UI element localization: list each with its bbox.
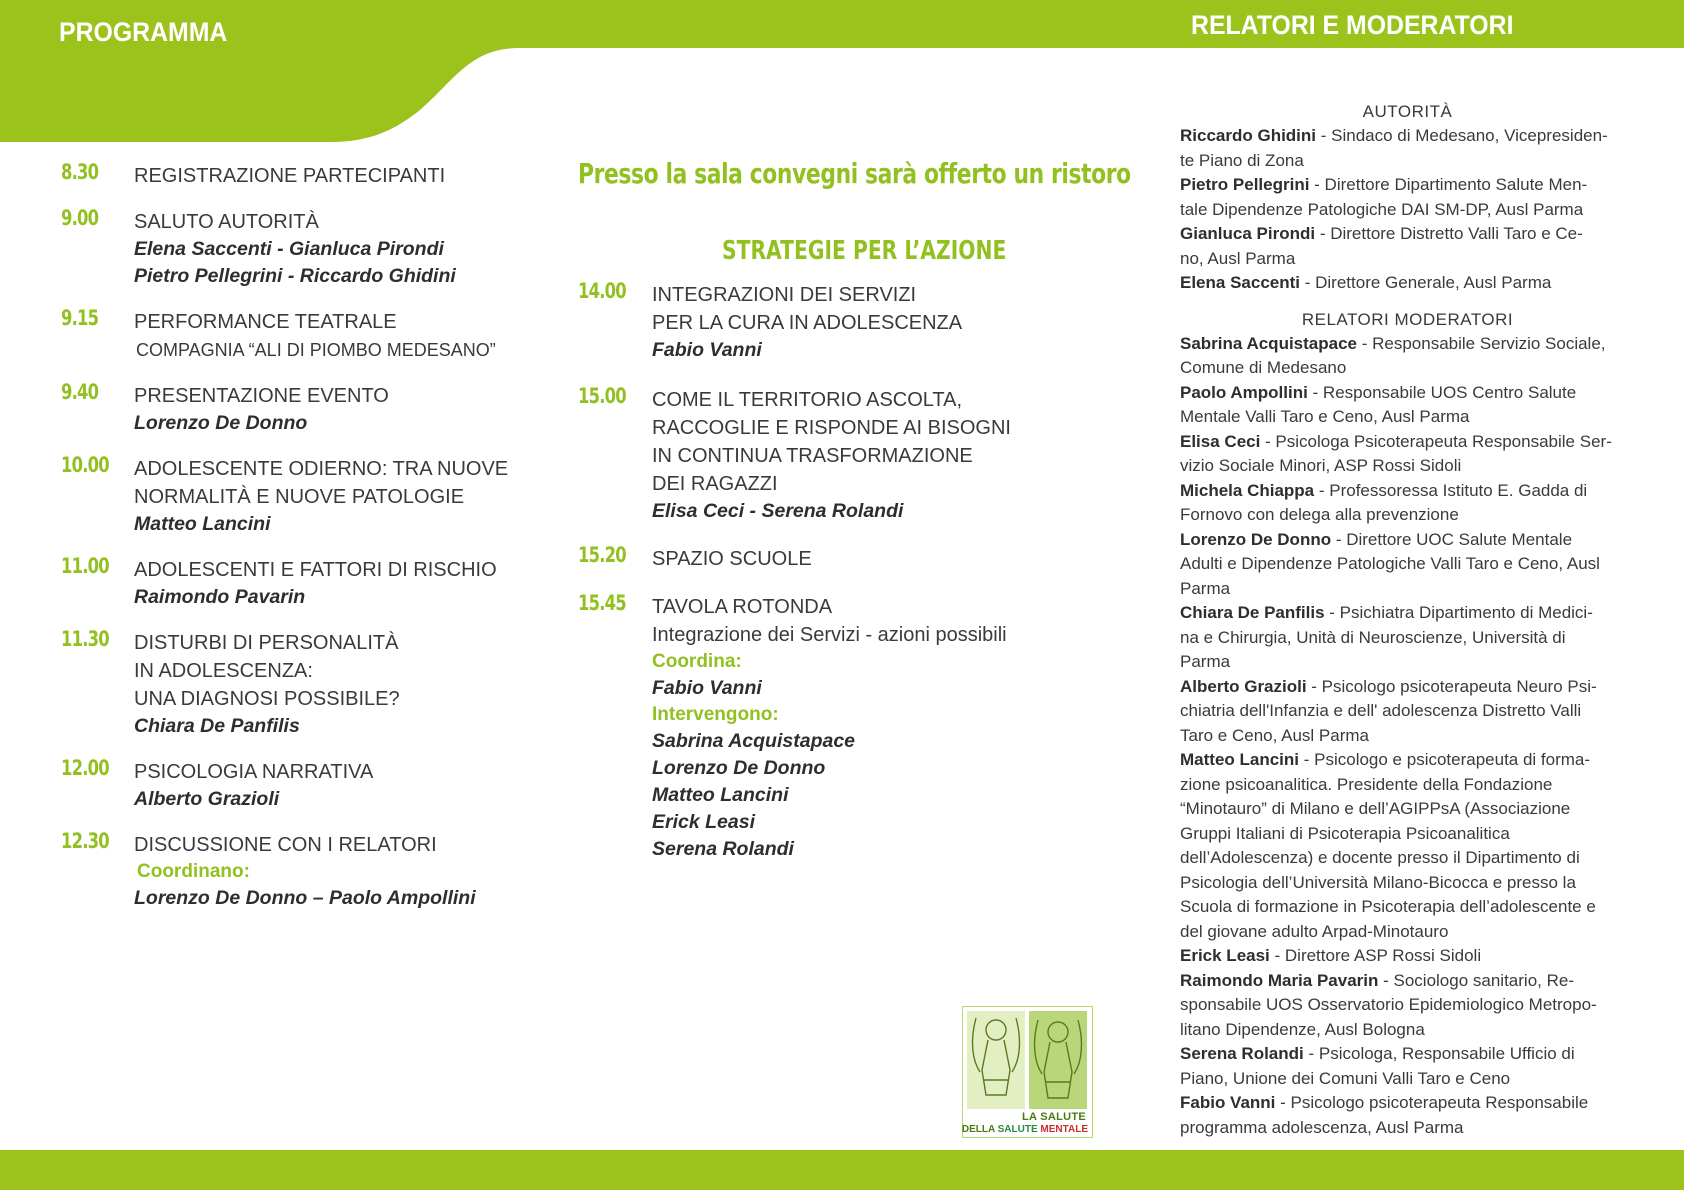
speaker-entry-line bbox=[1180, 1018, 1635, 1043]
speaker-entry bbox=[1180, 479, 1635, 528]
slot-time: 9.40 bbox=[61, 380, 99, 404]
slot-speaker: Lorenzo De Donno – Paolo Ampollini bbox=[134, 887, 476, 909]
slot-time: 15.20 bbox=[578, 543, 626, 567]
speaker-entry-line bbox=[1180, 969, 1635, 994]
speaker-entry-line bbox=[1180, 650, 1635, 675]
slot-time: 11.30 bbox=[61, 627, 109, 651]
slot-speaker: Alberto Grazioli bbox=[134, 788, 280, 810]
speaker-role: no, Ausl Parma bbox=[1180, 248, 1296, 268]
slot-title: PSICOLOGIA NARRATIVA bbox=[134, 761, 374, 783]
relatori-title: RELATORI E MODERATORI bbox=[1191, 10, 1514, 40]
speaker-entry-line bbox=[1180, 332, 1635, 357]
program-slot bbox=[61, 308, 521, 364]
slot-speaker: Fabio Vanni bbox=[652, 677, 762, 699]
slot-time: 8.30 bbox=[61, 160, 99, 184]
programma-title: PROGRAMMA bbox=[59, 17, 228, 47]
speaker-role: tale Dipendenze Patologiche DAI SM-DP, Ausl Parma bbox=[1180, 199, 1584, 219]
moderatori-heading: RELATORI MODERATORI bbox=[1301, 309, 1514, 329]
slot-coord-label: Coordina: bbox=[652, 651, 742, 672]
speaker-name: Elena Saccenti bbox=[1180, 273, 1301, 292]
slot-title: COME IL TERRITORIO ASCOLTA, bbox=[652, 389, 963, 411]
speaker-role: vizio Sociale Minori, ASP Rossi Sidoli bbox=[1180, 456, 1462, 475]
speaker-name: Elisa Ceci bbox=[1180, 431, 1261, 451]
slot-speaker: Raimondo Pavarin bbox=[134, 586, 306, 608]
speaker-role: - Psicologo e psicoterapeuta di forma- bbox=[1299, 750, 1591, 769]
slot-time: 15.00 bbox=[578, 384, 626, 408]
logo-text-line1: LA SALUTE bbox=[1021, 1111, 1086, 1123]
speaker-entry bbox=[1180, 124, 1635, 173]
speaker-entry bbox=[1180, 332, 1635, 381]
speaker-entry-line bbox=[1180, 1042, 1635, 1067]
slot-coord-label: Coordinano: bbox=[137, 861, 250, 882]
autorita-heading: AUTORITÀ bbox=[1362, 102, 1453, 121]
speaker-role: - Psicologo psicoterapeuta Responsabile bbox=[1275, 1093, 1589, 1112]
speaker-role: te Piano di Zona bbox=[1180, 150, 1304, 170]
program-slot bbox=[61, 382, 521, 437]
speaker-entry-line bbox=[1180, 601, 1635, 626]
speaker-entry-line bbox=[1180, 993, 1635, 1018]
speaker-role: Adulti e Dipendenze Patologiche Valli Taro e Ceno, Ausl bbox=[1180, 554, 1600, 573]
speaker-role: Gruppi Italiani di Psicoterapia Psicoanalitica bbox=[1180, 823, 1510, 843]
speaker-entry-line bbox=[1180, 1091, 1635, 1116]
speaker-entry-line bbox=[1180, 797, 1635, 822]
slot-title: RACCOGLIE E RISPONDE AI BISOGNI bbox=[652, 417, 1011, 439]
ristoro-note: Presso la sala convegni sarà offerto un ristoro bbox=[578, 157, 1131, 190]
speaker-role: - Direttore UOC Salute Mentale bbox=[1331, 529, 1573, 549]
speaker-name: Sabrina Acquistapace bbox=[1180, 333, 1357, 353]
speaker-role: - Psichiatra Dipartimento di Medici- bbox=[1324, 603, 1593, 622]
program-slot bbox=[61, 831, 521, 912]
speaker-entry bbox=[1180, 271, 1635, 296]
speaker-role: “Minotauro” di Milano e dell’AGIPPsA (Associazione bbox=[1180, 799, 1571, 818]
speaker-entry-line bbox=[1180, 552, 1635, 577]
speaker-role: Parma bbox=[1180, 652, 1231, 671]
speaker-role: sponsabile UOS Osservatorio Epidemiologico Metropo- bbox=[1180, 995, 1597, 1014]
program-slot bbox=[61, 455, 521, 538]
speaker-entry bbox=[1180, 430, 1635, 479]
speaker-entry-line bbox=[1180, 222, 1635, 247]
speaker-entry bbox=[1180, 601, 1635, 675]
slot-title: INTEGRAZIONI DEI SERVIZI bbox=[652, 284, 917, 306]
slot-time: 9.00 bbox=[61, 206, 99, 230]
slot-title: TAVOLA ROTONDA bbox=[652, 596, 833, 618]
slot-speaker: Erick Leasi bbox=[652, 811, 755, 833]
speaker-name: Gianluca Pirondi bbox=[1180, 224, 1316, 243]
slot-time: 11.00 bbox=[61, 554, 109, 578]
speaker-entry-line bbox=[1180, 846, 1635, 871]
slot-title: COMPAGNIA “ALI DI PIOMBO MEDESANO” bbox=[136, 340, 496, 360]
afternoon-column bbox=[578, 281, 1038, 863]
speaker-entry-line bbox=[1180, 405, 1635, 430]
speaker-role: - Psicologa, Responsabile Ufficio di bbox=[1303, 1044, 1575, 1063]
speaker-name: Chiara De Panfilis bbox=[1180, 603, 1325, 622]
speaker-entry-line bbox=[1180, 895, 1635, 920]
angels-illustration bbox=[966, 1010, 1089, 1110]
slot-title: DISCUSSIONE CON I RELATORI bbox=[134, 834, 437, 856]
speaker-name: Alberto Grazioli bbox=[1180, 676, 1307, 696]
moderatori-list bbox=[1180, 332, 1635, 1141]
speaker-entry-line bbox=[1180, 356, 1635, 381]
speaker-entry bbox=[1180, 748, 1635, 944]
speaker-role: - Direttore Distretto Valli Taro e Ce- bbox=[1315, 224, 1583, 243]
speaker-role: programma adolescenza, Ausl Parma bbox=[1180, 1117, 1464, 1137]
speaker-role: Taro e Ceno, Ausl Parma bbox=[1180, 725, 1369, 745]
speaker-entry-line bbox=[1180, 528, 1635, 553]
speaker-entry bbox=[1180, 1091, 1635, 1140]
speaker-name: Erick Leasi bbox=[1180, 946, 1270, 965]
speaker-entry-line bbox=[1180, 381, 1635, 406]
speaker-entry-line bbox=[1180, 626, 1635, 651]
relatori-column bbox=[1180, 100, 1635, 1140]
speaker-entry-line bbox=[1180, 271, 1635, 296]
speaker-entry-line bbox=[1180, 454, 1635, 479]
speaker-entry-line bbox=[1180, 198, 1635, 223]
speaker-entry-line bbox=[1180, 124, 1635, 149]
speaker-role: na e Chirurgia, Unità di Neuroscienze, Università di bbox=[1180, 627, 1566, 647]
program-slot bbox=[578, 593, 1038, 863]
slot-speaker: Serena Rolandi bbox=[652, 838, 794, 860]
program-slot bbox=[578, 386, 1038, 525]
slot-title: ADOLESCENTI E FATTORI DI RISCHIO bbox=[134, 559, 497, 581]
speaker-role: litano Dipendenze, Ausl Bologna bbox=[1180, 1019, 1425, 1039]
program-slot bbox=[61, 208, 521, 290]
slot-title: ADOLESCENTE ODIERNO: TRA NUOVE bbox=[134, 458, 509, 480]
slot-title: PERFORMANCE TEATRALE bbox=[134, 311, 397, 333]
slot-title: DEI RAGAZZI bbox=[652, 473, 778, 495]
speaker-name: Matteo Lancini bbox=[1180, 750, 1300, 769]
slot-speaker: Fabio Vanni bbox=[652, 339, 762, 361]
speaker-name: Michela Chiappa bbox=[1180, 480, 1315, 500]
speaker-name: Lorenzo De Donno bbox=[1180, 529, 1332, 549]
autorita-list bbox=[1180, 124, 1635, 296]
logo-word-salute: SALUTE bbox=[997, 1124, 1041, 1135]
speaker-role: - Psicologo psicoterapeuta Neuro Psi- bbox=[1306, 676, 1597, 696]
speaker-name: Riccardo Ghidini bbox=[1180, 126, 1317, 145]
slot-time: 12.30 bbox=[61, 829, 109, 853]
speaker-entry-line bbox=[1180, 247, 1635, 272]
speaker-role: - Sindaco di Medesano, Vicepresiden- bbox=[1316, 126, 1608, 145]
slot-title: NORMALITÀ E NUOVE PATOLOGIE bbox=[134, 486, 465, 508]
speaker-role: - Psicologa Psicoterapeuta Responsabile Ser- bbox=[1260, 431, 1612, 451]
speaker-role: - Sociologo sanitario, Re- bbox=[1378, 970, 1574, 990]
program-slot bbox=[578, 545, 1038, 573]
speaker-entry-line bbox=[1180, 871, 1635, 896]
speaker-role: Scuola di formazione in Psicoterapia dell’adolescente e bbox=[1180, 897, 1596, 916]
speaker-entry bbox=[1180, 944, 1635, 969]
slot-speaker: Elena Saccenti - Gianluca Pirondi bbox=[134, 238, 444, 260]
slot-speaker: Matteo Lancini bbox=[134, 513, 271, 535]
speaker-role: Mentale Valli Taro e Ceno, Ausl Parma bbox=[1180, 407, 1470, 426]
speaker-entry bbox=[1180, 173, 1635, 222]
slot-speaker: Sabrina Acquistapace bbox=[652, 730, 856, 752]
speaker-name: Fabio Vanni bbox=[1180, 1093, 1276, 1112]
speaker-entry bbox=[1180, 675, 1635, 749]
logo-word-mentale: MENTALE bbox=[1040, 1124, 1088, 1135]
speaker-name: Pietro Pellegrini bbox=[1180, 175, 1310, 194]
speaker-entry bbox=[1180, 222, 1635, 271]
speaker-entry-line bbox=[1180, 699, 1635, 724]
speaker-role: Fornovo con delega alla prevenzione bbox=[1180, 505, 1459, 524]
slot-speaker: Chiara De Panfilis bbox=[134, 715, 300, 737]
speaker-role: Comune di Medesano bbox=[1180, 358, 1347, 377]
speaker-entry-line bbox=[1180, 503, 1635, 528]
speaker-role: del giovane adulto Arpad-Minotauro bbox=[1180, 921, 1449, 941]
slot-speaker: Pietro Pellegrini - Riccardo Ghidini bbox=[134, 265, 456, 287]
speaker-entry bbox=[1180, 969, 1635, 1043]
slot-title: UNA DIAGNOSI POSSIBILE? bbox=[134, 688, 400, 710]
speaker-role: Piano, Unione dei Comuni Valli Taro e Ceno bbox=[1180, 1068, 1511, 1088]
speaker-entry-line bbox=[1180, 577, 1635, 602]
slot-coord-label: Intervengono: bbox=[652, 704, 779, 725]
speaker-entry bbox=[1180, 381, 1635, 430]
speaker-entry bbox=[1180, 1042, 1635, 1091]
section-title: STRATEGIE PER L’AZIONE bbox=[722, 236, 1007, 266]
slot-subtitle: Integrazione dei Servizi - azioni possibili bbox=[652, 624, 1007, 646]
speaker-role: chiatria dell'Infanzia e dell' adolescenza Distretto Valli bbox=[1180, 701, 1582, 720]
slot-title: REGISTRAZIONE PARTECIPANTI bbox=[134, 165, 446, 187]
programma-column bbox=[61, 162, 521, 912]
slot-speaker: Lorenzo De Donno bbox=[134, 412, 308, 434]
speaker-entry-line bbox=[1180, 675, 1635, 700]
speaker-entry-line bbox=[1180, 149, 1635, 174]
slot-title: IN CONTINUA TRASFORMAZIONE bbox=[652, 445, 973, 467]
program-slot bbox=[61, 556, 521, 611]
slot-title: DISTURBI DI PERSONALITÀ bbox=[134, 632, 399, 654]
slot-title: PER LA CURA IN ADOLESCENZA bbox=[652, 312, 963, 334]
footer-band bbox=[0, 1150, 1684, 1190]
slot-speaker: Matteo Lancini bbox=[652, 784, 789, 806]
speaker-role: zione psicoanalitica. Presidente della Fondazione bbox=[1180, 774, 1553, 794]
speaker-role: - Direttore ASP Rossi Sidoli bbox=[1269, 946, 1482, 965]
speaker-role: Psicologia dell’Università Milano-Bicocca e presso la bbox=[1180, 872, 1576, 892]
slot-speaker: Lorenzo De Donno bbox=[652, 757, 826, 779]
speaker-name: Raimondo Maria Pavarin bbox=[1180, 970, 1379, 990]
program-slot bbox=[61, 629, 521, 740]
slot-time: 10.00 bbox=[61, 453, 109, 477]
speaker-entry-line bbox=[1180, 1116, 1635, 1141]
speaker-name: Serena Rolandi bbox=[1180, 1044, 1304, 1063]
speaker-entry-line bbox=[1180, 173, 1635, 198]
logo-word-della: DELLA bbox=[961, 1124, 998, 1135]
speaker-entry bbox=[1180, 528, 1635, 602]
slot-time: 12.00 bbox=[61, 756, 109, 780]
speaker-entry-line bbox=[1180, 1067, 1635, 1092]
speaker-role: - Direttore Generale, Ausl Parma bbox=[1300, 273, 1552, 292]
program-slot bbox=[578, 281, 1038, 364]
speaker-role: - Professoressa Istituto E. Gadda di bbox=[1314, 480, 1588, 500]
slot-title: IN ADOLESCENZA: bbox=[134, 660, 313, 682]
speaker-entry-line bbox=[1180, 822, 1635, 847]
speaker-entry-line bbox=[1180, 773, 1635, 798]
speaker-name: Paolo Ampollini bbox=[1180, 382, 1308, 402]
slot-time: 9.15 bbox=[61, 306, 99, 330]
slot-time: 15.45 bbox=[578, 591, 626, 615]
speaker-role: - Direttore Dipartimento Salute Men- bbox=[1309, 175, 1588, 194]
speaker-role: - Responsabile UOS Centro Salute bbox=[1307, 382, 1577, 402]
speaker-entry-line bbox=[1180, 479, 1635, 504]
speaker-entry-line bbox=[1180, 920, 1635, 945]
speaker-entry-line bbox=[1180, 724, 1635, 749]
event-logo bbox=[962, 1006, 1093, 1138]
slot-time: 14.00 bbox=[578, 279, 626, 303]
slot-title: PRESENTAZIONE EVENTO bbox=[134, 385, 389, 407]
logo-text-line2 bbox=[962, 1124, 1088, 1135]
slot-speaker: Elisa Ceci - Serena Rolandi bbox=[652, 500, 904, 522]
speaker-role: - Responsabile Servizio Sociale, bbox=[1357, 333, 1606, 353]
slot-title: SALUTO AUTORITÀ bbox=[134, 211, 319, 233]
speaker-entry-line bbox=[1180, 944, 1635, 969]
slot-title: SPAZIO SCUOLE bbox=[652, 548, 812, 570]
speaker-role: Parma bbox=[1180, 578, 1231, 598]
program-slot bbox=[61, 758, 521, 813]
speaker-entry-line bbox=[1180, 748, 1635, 773]
speaker-entry-line bbox=[1180, 430, 1635, 455]
speaker-role: dell’Adolescenza) e docente presso il Dipartimento di bbox=[1180, 848, 1580, 867]
program-slot bbox=[61, 162, 521, 190]
